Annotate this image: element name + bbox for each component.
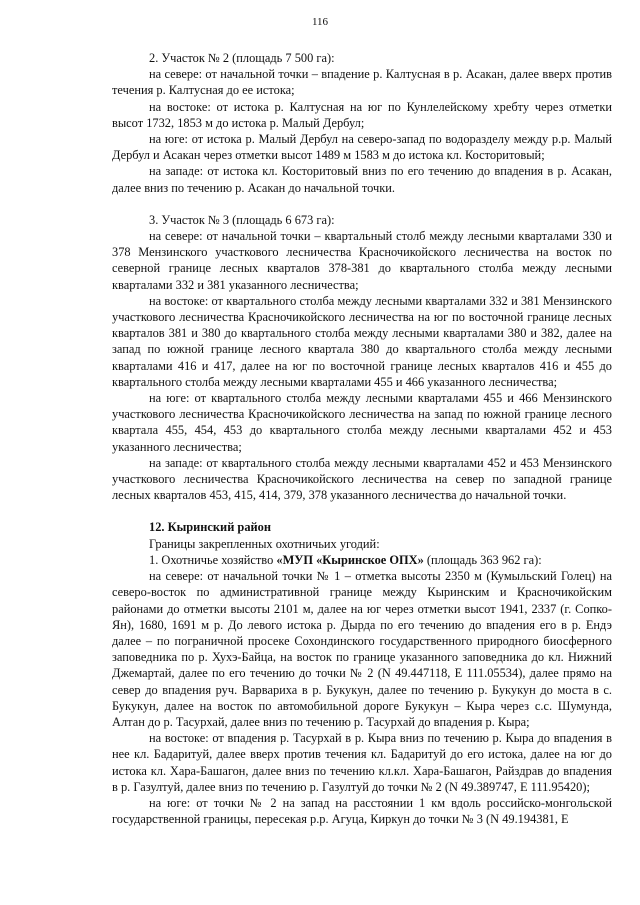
spacer: [112, 503, 612, 519]
district-12-subheading: Границы закрепленных охотничьих угодий:: [149, 536, 380, 551]
section-2-south: на юге: от истока р. Малый Дербул на северо-запад по водоразделу между р.р. Малый Дербул и Асакан через отметки высот 1489 м 1583 м до истока кл. Косторитовый;: [112, 132, 612, 163]
section-2-north: на севере: от начальной точки – впадение р. Калтусная в р. Асакан, далее вверх против течения р. Калтусная до ее истока;: [112, 67, 612, 98]
section-3-south: на юге: от квартального столба между лесными кварталами 455 и 466 Мензинского участкового лесничества Красночикойского лесничества на запад по южной границе лесного квартала 455, 454, 453 до квартального столба между лесными кварталами 452 и 453 указанного лесничества;: [112, 391, 612, 454]
district-12-heading: 12. Кыринский район: [149, 520, 271, 535]
district-12-south: на юге: от точки № 2 на запад на расстоянии 1 км вдоль российско-монгольской государственной границы, пересекая р.р. Агуца, Киркун до точки № 3 (N 49.194381, E: [112, 795, 612, 827]
item-1-name: «МУП «Кыринское ОПХ»: [276, 552, 424, 567]
section-3-west: на западе: от квартального столба между лесными кварталами 452 и 453 Мензинского участкового лесничества Красночикойского лесничества на север по западной границе лесных кварталов 453, 415, 414, 379, 378 указанного лесничества до начальной точки.: [112, 455, 612, 503]
item-1-prefix: 1. Охотничье хозяйство: [149, 552, 277, 567]
spacer: [112, 196, 612, 212]
page-number: 116: [311, 16, 329, 28]
section-3-north: на севере: от начальной точки – квартальный столб между лесными кварталами 330 и 378 Мензинского участкового лесничества Красночикойского лесничества на восток по северной границе лесных кварталов 378-381 до квартального столба между лесными кварталами 332 и 381 указанного лесничества;: [112, 229, 612, 292]
document-body: [112, 50, 612, 827]
section-2-west: на западе: от истока кл. Косторитовый вниз по его течению до впадения в р. Асакан, далее вниз по течению р. Асакан до начальной точки.: [112, 164, 612, 195]
section-2-east: на востоке: от истока р. Калтусная на юг по Кунлелейскому хребту через отметки высот 1732, 1853 м до истока р. Малый Дербул;: [112, 99, 612, 130]
district-12-item-1: [112, 552, 612, 568]
section-3-heading: 3. Участок № 3 (площадь 6 673 га):: [149, 212, 335, 227]
section-2-heading: 2. Участок № 2 (площадь 7 500 га):: [149, 51, 335, 65]
item-1-suffix: (площадь 363 962 га):: [423, 552, 542, 567]
district-12-east: на востоке: от впадения р. Тасурхай в р. Кыра вниз по течению р. Кыра до впадения в нее кл. Бадаритуй, далее вверх против течения кл. Бадаритуй до его истока, далее на юг до истока кл. Хара-Башагон, далее вниз по течению кл.кл. Хара-Башагон, Райздрав до впадения в р. Газултуй, далее вниз по течению р. Газултуй до точки № 2 (N 49.389747, E 111.95420);: [112, 731, 612, 794]
district-12-north: на севере: от начальной точки № 1 – отметка высоты 2350 м (Кумыльский Голец) на северо-восток по административной границе между Кыринским и Красночикойским районами до отметки высоты 2101 м, далее на юг через отметки высот 1941, 2337 (г. Сопко-Ян), 1680, 1691 м р. До левого истока р. Дырда по его течению до впадения его в р. Ендэ далее – по пограничной просеке Сохондинского государственного природного биосферного заповедника по р. Хухэ-Байца, на восток по границе указанного заповедника до кл. Нижний Джемартай, далее по его течению до точки № 2 (N 49.447118, E 111.05534), далее прямо на север до впадения руч. Варвариха в р. Букукун, далее по течению р. Букукун до моста в с. Букукун, далее на восток по автомобильной дороге Букукун – Кыра через с.с. Шумунда, Алтан до р. Тасурхай, далее вниз по течению р. Тасурхай до впадения р. Кыра;: [112, 569, 612, 729]
section-3-east: на востоке: от квартального столба между лесными кварталами 332 и 381 Мензинского участкового лесничества Красночикойского лесничества на юг по восточной границе лесных кварталов 381 и 380 до квартального столба между лесными кварталами 380 и 382, далее на запад по южной границе лесного квартала 380 до квартального столба между лесными кварталами 416 и 417, далее на юг по восточной границе лесных кварталов 416 и 455 до квартального столба между лесными кварталами 455 и 466 указанного лесничества;: [112, 293, 612, 389]
